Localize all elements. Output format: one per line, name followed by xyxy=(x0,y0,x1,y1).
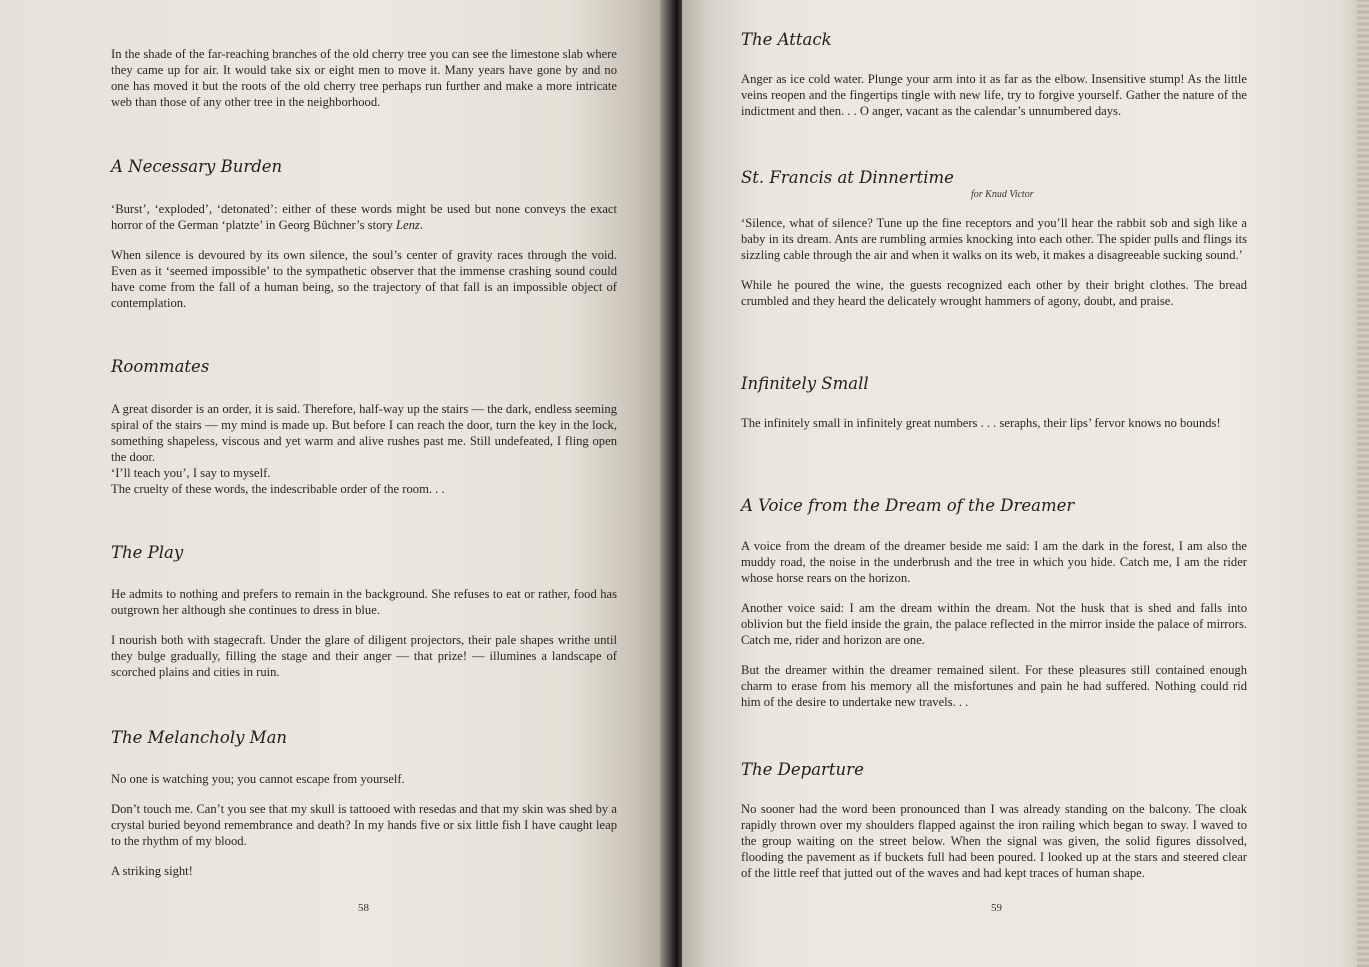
section-body-st-francis xyxy=(741,215,1247,309)
paragraph: ‘Silence, what of silence? Tune up the fine receptors and you’ll hear the rabbit sob and sigh like a baby in its dream. Ants are rumbling armies knocking into each other. The spider pulls and flings its sizzling cable through the air and when it walks on its web, it makes a disagreeable sucking sound.’ xyxy=(741,216,1247,262)
paragraph: A great disorder is an order, it is said. Therefore, half-way up the stairs — the dark, endless seeming spiral of the stairs — my mind is made up. But before I can reach the door, turn the key in the lock, something shapeless, viscous and yet warm and alive rushes past me. Still undefeated, I fling open the door. xyxy=(111,402,617,464)
paragraph: The infinitely small in infinitely great numbers . . . seraphs, their lips’ fervor knows no bounds! xyxy=(741,416,1221,430)
paragraph: When silence is devoured by its own silence, the soul’s center of gravity races through the void. Even as it ‘seemed impossible’ to the sympathetic observer that the immense crashing sound could have come from the fall of a human being, so the trajectory of that fall is an impossible object of contemplation. xyxy=(111,248,617,310)
paragraph: ‘Burst’, ‘exploded’, ‘detonated’: either of these words might be used but none conveys the exact horror of the German ‘platzte’ in Georg Büchner’s story Lenz. xyxy=(111,202,617,232)
section-body-the-play xyxy=(111,586,617,680)
page-number-right: 59 xyxy=(991,902,1002,914)
page-edge xyxy=(1357,0,1369,967)
intro-paragraph: In the shade of the far-reaching branches of the old cherry tree you can see the limestone slab where they came up for air. It would take six or eight men to move it. Many years have gone by and no one has moved it but the roots of the old cherry tree perhaps run further and make a more intricate web than those of any other tree in the neighborhood. xyxy=(111,47,617,109)
section-title-roommates: Roommates xyxy=(111,357,210,376)
paragraph: The cruelty of these words, the indescribable order of the room. . . xyxy=(111,482,445,496)
paragraph: Don’t touch me. Can’t you see that my skull is tattooed with resedas and that my skin was shed by a crystal buried beyond remembrance and death? In my hands five or six little fish I have caught leap to the rhythm of my blood. xyxy=(111,802,617,848)
paragraph: Another voice said: I am the dream within the dream. Not the husk that is shed and falls into oblivion but the field inside the grain, the palace reflected in the mirror inside the palace of mirrors. Catch me, rider and horizon are one. xyxy=(741,601,1247,647)
section-body-necessary-burden xyxy=(111,201,617,311)
paragraph: I nourish both with stagecraft. Under the glare of diligent projectors, their pale shapes writhe until they bulge gradually, filling the stage and their anger — that prize! — illumines a landscape of scorched plains and cities in ruin. xyxy=(111,633,617,679)
section-title-the-attack: The Attack xyxy=(741,30,832,49)
section-body-infinitely-small xyxy=(741,415,1247,431)
page-number-left: 58 xyxy=(358,902,369,914)
paragraph: While he poured the wine, the guests recognized each other by their bright clothes. The bread crumbled and they heard the delicately wrought hammers of agony, doubt, and praise. xyxy=(741,278,1247,308)
paragraph: A voice from the dream of the dreamer beside me said: I am the dark in the forest, I am also the muddy road, the noise in the underbrush and the tree in which you hide. Catch me, I am the rider whose horse rears on the horizon. xyxy=(741,539,1247,585)
paragraph: No one is watching you; you cannot escape from yourself. xyxy=(111,772,405,786)
paragraph: ‘I’ll teach you’, I say to myself. xyxy=(111,466,271,480)
left-page xyxy=(0,0,668,967)
section-title-infinitely-small: Infinitely Small xyxy=(741,374,869,393)
section-body-voice-from-dream xyxy=(741,538,1247,710)
section-title-melancholy-man: The Melancholy Man xyxy=(111,728,288,747)
section-body-the-departure xyxy=(741,801,1247,881)
paragraph: Anger as ice cold water. Plunge your arm into it as far as the elbow. Insensitive stump! As the little veins reopen and the fingertips tingle with new life, try to forgive yourself. Gather the nature of the indictment and then. . . O anger, vacant as the calendar’s unnumbered days. xyxy=(741,72,1247,118)
section-body-roommates xyxy=(111,401,617,497)
section-title-st-francis: St. Francis at Dinnertime xyxy=(741,168,954,187)
section-title-necessary-burden: A Necessary Burden xyxy=(111,157,283,176)
dedication: for Knud Victor xyxy=(971,189,1034,200)
section-body-melancholy-man xyxy=(111,771,617,879)
paragraph: A striking sight! xyxy=(111,864,193,878)
paragraph: No sooner had the word been pronounced than I was already standing on the balcony. The cloak rapidly thrown over my shoulders flapped against the iron railing which began to sway. I waved to the group waiting on the street below. When the signal was given, the solid figures dissolved, flooding the pavement as if buckets full had been poured. I looked up at the stars and steered clear of the little reef that jutted out of the waves and had kept traces of human shape. xyxy=(741,802,1247,880)
section-title-the-play: The Play xyxy=(111,543,184,562)
section-title-the-departure: The Departure xyxy=(741,760,864,779)
right-page xyxy=(682,0,1369,967)
paragraph: But the dreamer within the dreamer remained silent. For these pleasures still contained enough charm to erase from his memory all the misfortunes and pain he had suffered. Nothing could rid him of the desire to undertake new travels. . . xyxy=(741,663,1247,709)
section-title-voice-from-dream: A Voice from the Dream of the Dreamer xyxy=(741,496,1075,515)
paragraph: He admits to nothing and prefers to remain in the background. She refuses to eat or rather, food has outgrown her although she continues to dress in blue. xyxy=(111,587,617,617)
intro-block xyxy=(111,46,617,110)
section-body-the-attack xyxy=(741,71,1247,119)
